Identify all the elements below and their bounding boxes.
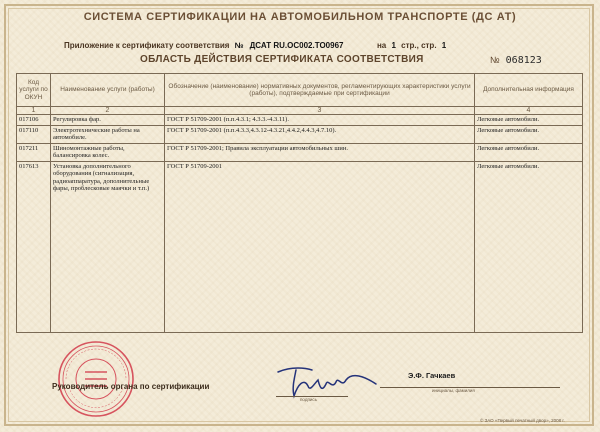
column-number: 4 [475, 107, 583, 115]
organization-stamp-icon [57, 340, 135, 418]
appendix-line [64, 41, 449, 50]
cert-number-symbol: № [234, 41, 244, 50]
sheet-label: на [376, 41, 387, 50]
page-number: 1 [441, 41, 447, 50]
service-code: 017211 [17, 143, 51, 161]
sheet-count: 1 [391, 41, 396, 50]
service-code: 017110 [17, 125, 51, 143]
signature-caption: подпись [300, 397, 318, 402]
service-info: Легковые автомобили. [475, 161, 583, 332]
service-name: Электротехнические работы на автомобиле. [51, 125, 165, 143]
header-documents: Обозначение (наименование) нормативных документов, регламентирующих характеристики услуги (работы), подтверждаемые при сертификации [165, 74, 475, 107]
header-service: Наименование услуги (работы) [51, 74, 165, 107]
cert-code: ДСАТ RU.OC002.TO0967 [249, 41, 344, 50]
service-code: 017613 [17, 161, 51, 332]
system-title: СИСТЕМА СЕРТИФИКАЦИИ НА АВТОМОБИЛЬНОМ ТРАНСПОРТЕ (ДС АТ) [83, 11, 517, 23]
service-name: Шиномонтажные работы, балансировка колес. [51, 143, 165, 161]
form-number-symbol: № [490, 55, 500, 65]
header-info: Дополнительная информация [475, 74, 583, 107]
header-code: Код услуги по ОКУН [17, 74, 51, 107]
scope-table [16, 73, 583, 333]
table-header-row [17, 74, 583, 107]
service-docs: ГОСТ Р 51709-2001 (п.п.4.3.1; 4.3.3.-4.3.11). [165, 115, 475, 126]
form-number [490, 55, 542, 66]
appendix-prefix: Приложение к сертификату соответствия [64, 41, 230, 50]
service-code: 017106 [17, 115, 51, 126]
service-info: Легковые автомобили. [475, 125, 583, 143]
table-row [17, 161, 583, 332]
column-number: 1 [17, 107, 51, 115]
service-name: Установка дополнительного оборудования (сигнализация, радиоаппаратура, дополнительные фары, проблесковые маячки и т.п.) [51, 161, 165, 332]
signer-name: Э.Ф. Гачкаев [408, 371, 456, 380]
signer-caption: инициалы, фамилия [432, 388, 475, 393]
service-info: Легковые автомобили. [475, 143, 583, 161]
table-row [17, 125, 583, 143]
pages-label: стр., стр. [401, 41, 437, 50]
table-row [17, 143, 583, 161]
form-number-value: 068123 [505, 55, 542, 66]
service-docs: ГОСТ Р 51709-2001 (п.п.4.3.3,4.3.12-4.3.21,4.4.2,4.4.3,4.7.10). [165, 125, 475, 143]
column-number: 3 [165, 107, 475, 115]
service-docs: ГОСТ Р 51709-2001 [165, 161, 475, 332]
scope-title: ОБЛАСТЬ ДЕЙСТВИЯ СЕРТИФИКАТА СООТВЕТСТВИЯ [140, 54, 424, 65]
column-number-row [17, 107, 583, 115]
signatory-role: Руководитель органа по сертификации [52, 382, 210, 391]
column-number: 2 [51, 107, 165, 115]
service-name: Регулировка фар. [51, 115, 165, 126]
service-info: Легковые автомобили. [475, 115, 583, 126]
service-docs: ГОСТ Р 51709-2001; Правила эксплуатации автомобильных шин. [165, 143, 475, 161]
printer-note: © ЗАО «Первый печатный двор», 2008 г. [480, 418, 565, 423]
table-row [17, 115, 583, 126]
